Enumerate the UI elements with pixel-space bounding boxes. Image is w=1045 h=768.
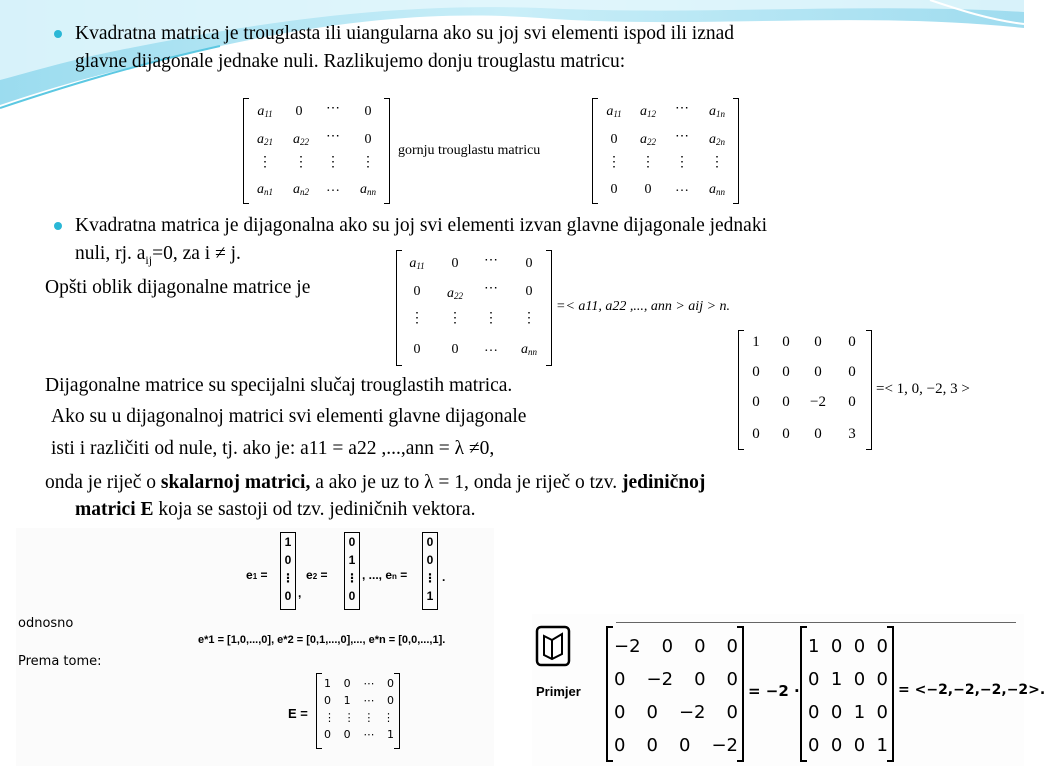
matrix-cell: ⋮ (448, 311, 462, 326)
identity-matrix: 1 0 ⋯ 0 0 1 ⋯ 0 ⋮ ⋮ ⋮ ⋮ 0 0 ⋯ 1 (316, 673, 400, 749)
matrix-cell: ann (709, 182, 725, 197)
book-icon (536, 626, 570, 666)
odnosno-label: odnosno (18, 616, 74, 631)
matrix-cell: 0 (644, 182, 652, 197)
matrix-cell: 3 (848, 426, 856, 442)
matrix-cell: ⋯ (484, 281, 498, 296)
matrix-cell: ann (360, 182, 376, 197)
matrix-cell: a11 (409, 256, 425, 271)
matrix-cell: ⋮ (326, 155, 340, 170)
matrix-cell: ⋯ (675, 129, 689, 144)
matrix-cell: 0 (451, 256, 459, 271)
matrix-cell: 0 (364, 132, 372, 147)
matrix-cell: 0 (782, 334, 790, 350)
matrix-cell: … (675, 180, 689, 195)
matrix-cell: ⋯ (484, 253, 498, 268)
identity-label: E = (288, 706, 308, 721)
matrix-cell: a11 (257, 104, 273, 119)
matrix-cell: 0 (451, 342, 459, 357)
matrix-cell: an1 (257, 182, 273, 197)
upper-triangular-matrix (592, 98, 739, 204)
diagonal-matrix-example (738, 330, 872, 450)
para3-line5: matrici E koja se sastoji od tzv. jediničnih vektora. (75, 499, 476, 520)
lower-triangular-matrix (243, 98, 390, 204)
bullet-icon (54, 30, 62, 38)
matrix-cell: 0 (610, 182, 618, 197)
matrix-cell: 0 (848, 364, 856, 380)
matrix-cell: 0 (814, 426, 822, 442)
top-rule (616, 622, 1016, 623)
para3-line1: Dijagonalne matrice su specijalni slučaj trouglastih matrica. (45, 375, 513, 396)
scalar-result: = <−2,−2,−2,−2>. (898, 682, 1045, 698)
matrix-cell: … (326, 180, 340, 195)
matrix-cell: ⋮ (294, 155, 308, 170)
matrix-cell: 0 (782, 394, 790, 410)
para3-line3: isti i različiti od nule, tj. ako je: a11 = a22 ,...,ann = λ ≠0, (51, 438, 495, 459)
identity-matrix-4x4: 1 0 0 0 0 1 0 0 0 0 1 0 0 0 0 1 (800, 626, 894, 762)
diagonal-matrix-general (396, 250, 552, 366)
para3-line2: Ako su u dijagonalnoj matrici svi elementi glavne dijagonale (51, 406, 527, 427)
diag-matrix-suffix: =< a11, a22 ,..., ann > aij > n. (556, 299, 731, 314)
matrix-cell: a11 (606, 104, 622, 119)
matrix-cell: 0 (848, 394, 856, 410)
para2-line3: Opšti oblik dijagonalne matrice je (45, 277, 311, 298)
matrix-cell: a1n (709, 104, 725, 119)
para3-line4: onda je riječ o skalarnoj matrici, a ako je uz to λ = 1, onda je riječ o tzv. jediničnoj (45, 472, 706, 493)
scalar-multiplier: = −2 · (748, 682, 800, 700)
matrix-cell: 0 (752, 394, 760, 410)
matrix-cell: ⋮ (641, 155, 655, 170)
matrix-cell: 1 (752, 334, 760, 350)
matrix-cell: 0 (525, 284, 533, 299)
primjer-label: Primjer (536, 684, 581, 699)
matrix-cell: a2n (709, 132, 725, 147)
prema-tome-label: Prema tome: (18, 654, 102, 669)
matrix-cell: a21 (257, 132, 273, 147)
matrix-cell: a22 (640, 132, 656, 147)
matrix-cell: 0 (752, 426, 760, 442)
para2-line2: nuli, rj. $a_{ij}=0$, za i ≠ j. (75, 243, 241, 267)
matrix-cell: ⋮ (484, 311, 498, 326)
para2-line1: Kvadratna matrica je dijagonalna ako su joj svi elementi izvan glavne dijagonale jednaki (75, 215, 768, 236)
bullet-icon (54, 222, 62, 230)
matrix-cell: ⋮ (522, 311, 536, 326)
para1-line2: glavne dijagonale jednake nuli. Razlikujemo donju trouglastu matricu: (75, 51, 626, 72)
matrix-cell: a12 (640, 104, 656, 119)
matrix-cell: 0 (295, 104, 303, 119)
matrix-cell: a22 (447, 286, 463, 301)
matrix-cell: ⋮ (361, 155, 375, 170)
matrix-cell: 0 (364, 104, 372, 119)
matrix-cell: 0 (814, 364, 822, 380)
unit-vectors-scan (16, 528, 494, 766)
matrix-cell: ⋯ (326, 129, 340, 144)
scalar-matrix: −2 0 0 0 0 −2 0 0 0 0 −2 0 0 0 0 −2 (606, 626, 744, 762)
matrix-cell: 0 (752, 364, 760, 380)
matrix-cell: 0 (814, 334, 822, 350)
matrix-cell: a22 (293, 132, 309, 147)
matrix-cell: 0 (610, 132, 618, 147)
matrix-cell: 0 (848, 334, 856, 350)
matrix-cell: 0 (413, 342, 421, 357)
example-matrix-suffix: =< 1, 0, −2, 3 > (876, 381, 970, 397)
transpose-vectors-line: e*1 = [1,0,...,0], e*2 = [0,1,...,0],..., e*n = [0,0,...,1]. (198, 634, 446, 646)
matrix-cell: 0 (782, 364, 790, 380)
upper-matrix-label: gornju trouglastu matricu (398, 143, 541, 158)
matrix-cell: ⋮ (675, 155, 689, 170)
matrix-cell: −2 (810, 394, 826, 410)
matrix-cell: ⋮ (410, 311, 424, 326)
matrix-cell: ⋯ (326, 101, 340, 116)
matrix-cell: … (484, 340, 498, 355)
matrix-cell: ann (521, 342, 537, 357)
matrix-cell: an2 (293, 182, 309, 197)
matrix-cell: ⋮ (258, 155, 272, 170)
matrix-cell: ⋮ (710, 155, 724, 170)
matrix-cell: ⋯ (675, 101, 689, 116)
matrix-cell: ⋮ (607, 155, 621, 170)
matrix-cell: 0 (525, 256, 533, 271)
matrix-cell: 0 (413, 284, 421, 299)
matrix-cell: 0 (782, 426, 790, 442)
para1-line1: Kvadratna matrica je trouglasta ili uiangularna ako su joj svi elementi ispod ili iznad (75, 23, 735, 44)
unit-vectors-row: e1 = 1 0 ⋮ 0 , e2 = 0 1 ⋮ 0 , ..., en = 0 0 ⋮ 1 . (246, 532, 466, 610)
primjer-scan (532, 614, 1045, 766)
